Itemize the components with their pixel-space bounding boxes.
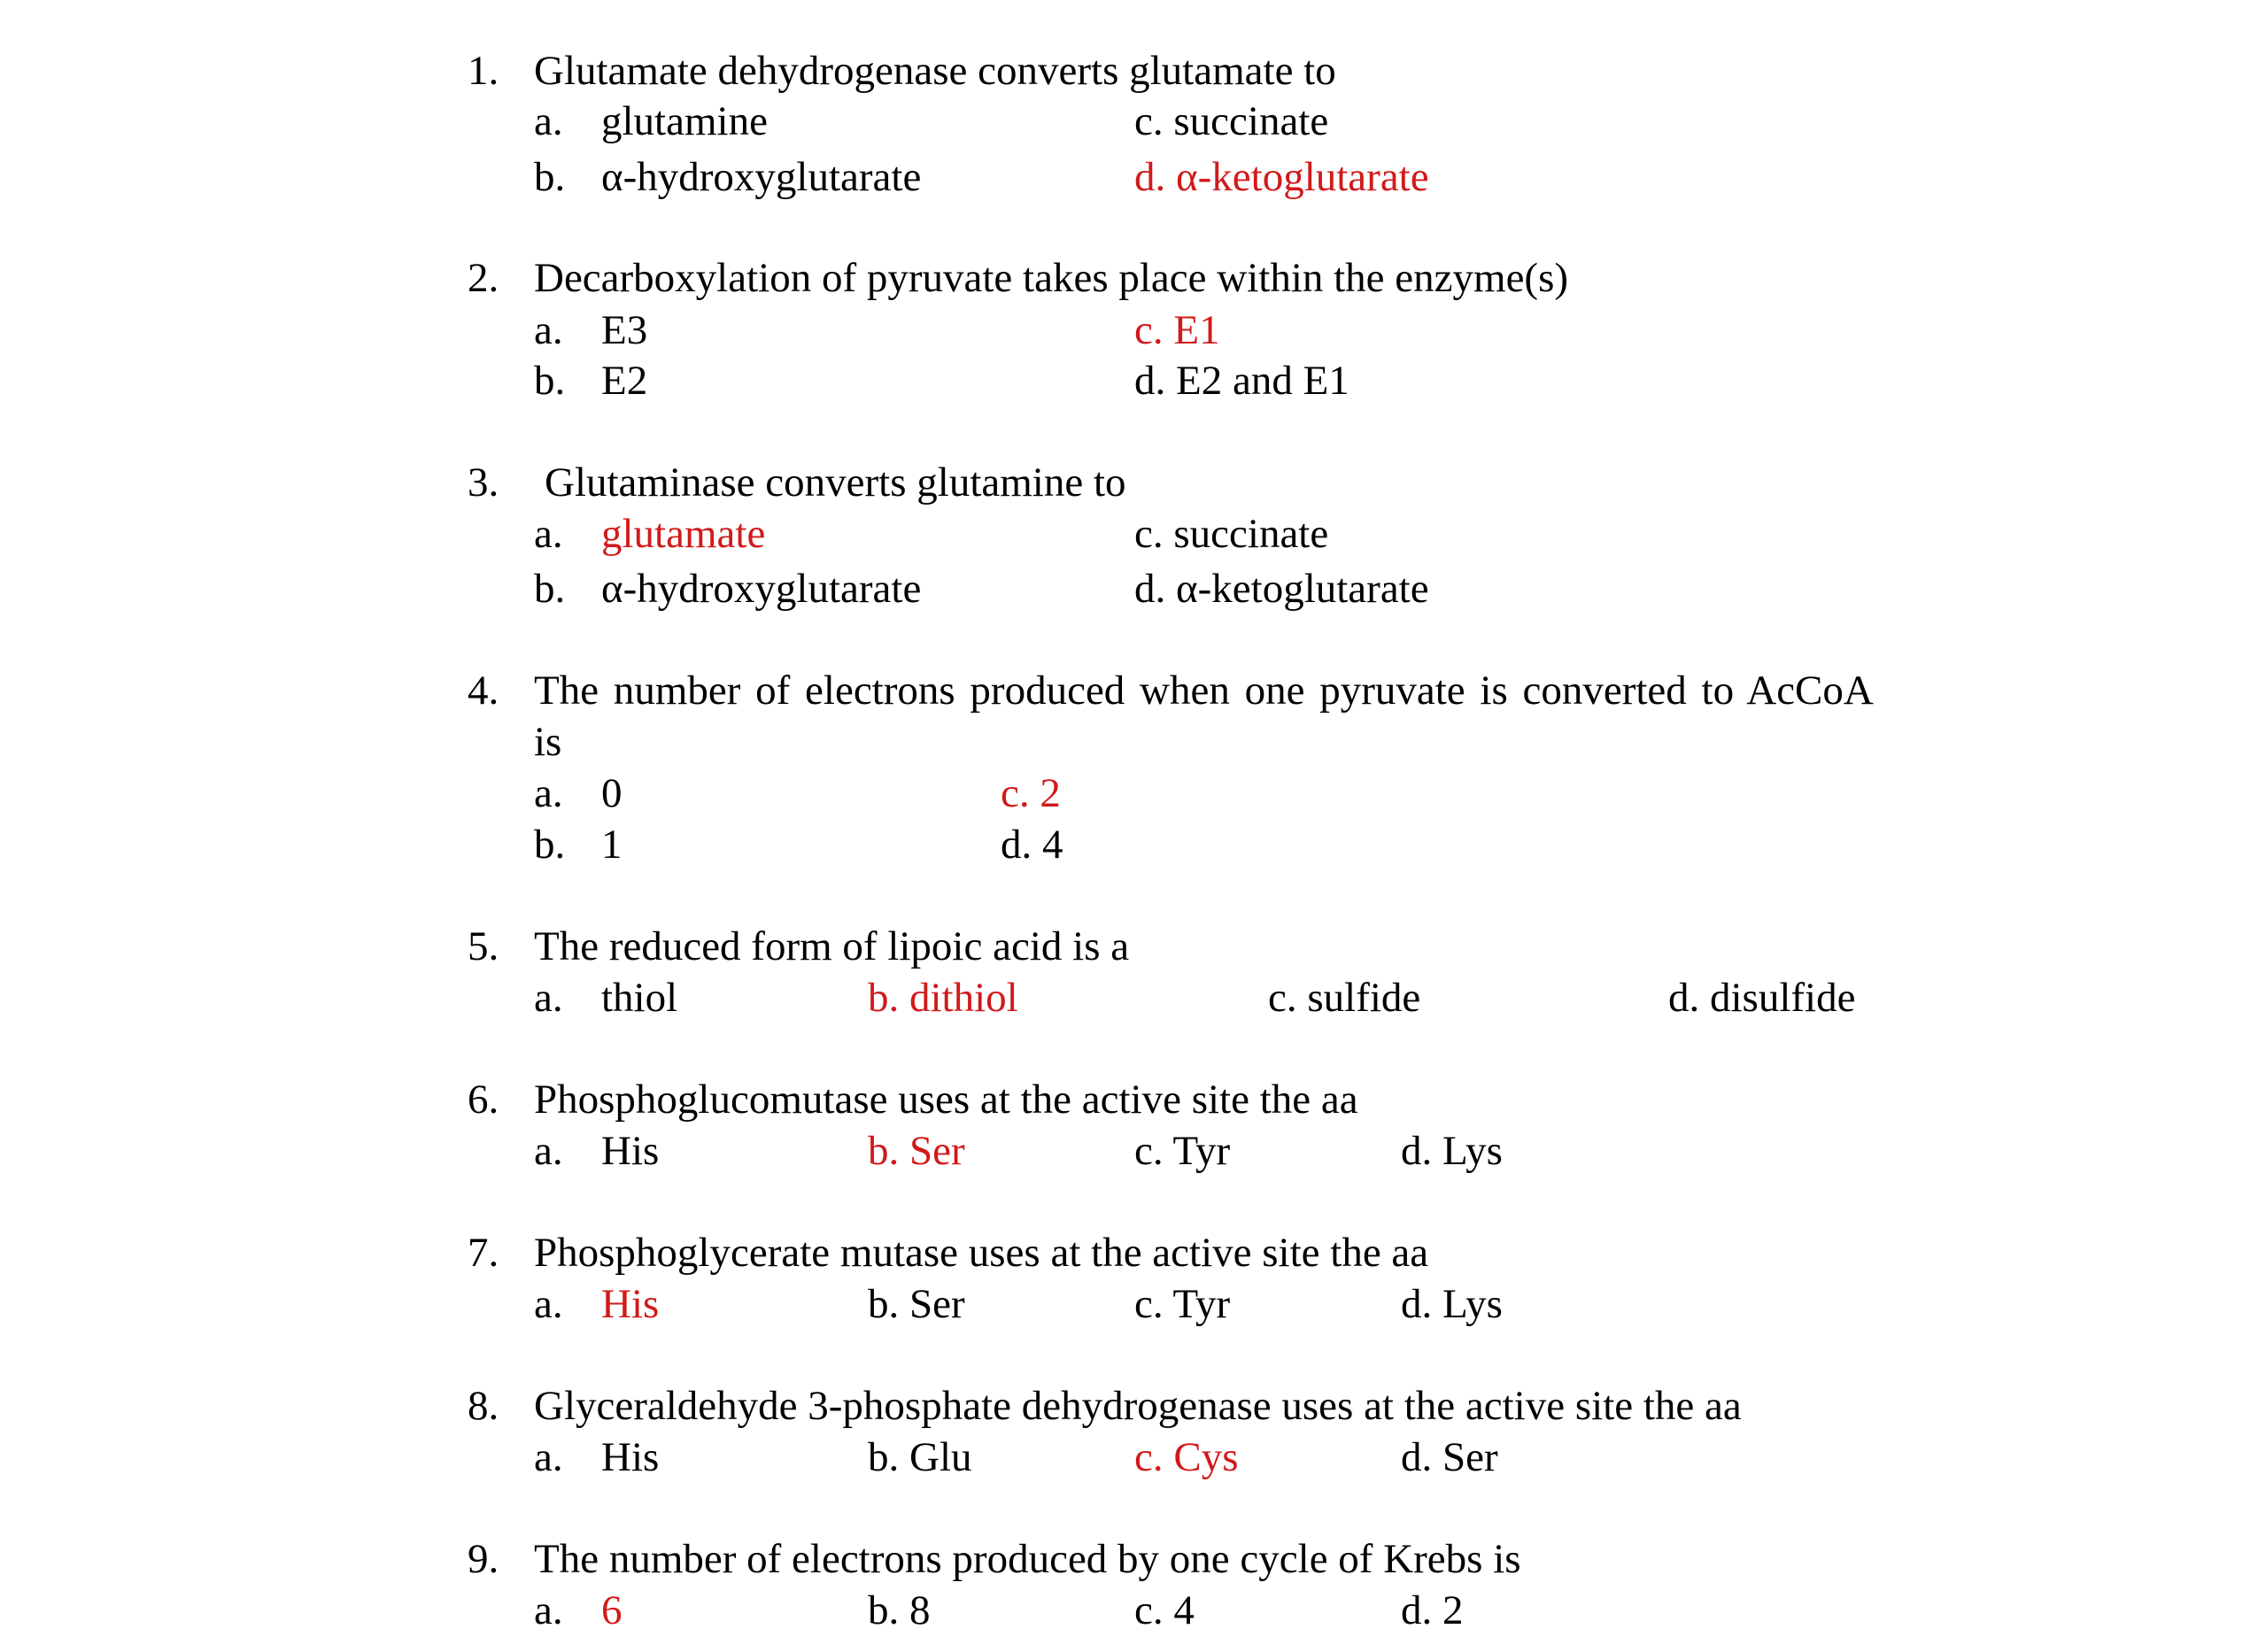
question-2-option-b-letter: b. xyxy=(534,358,566,404)
question-7-text: Phosphoglycerate mutase uses at the active site the aa xyxy=(534,1230,1429,1276)
question-7-option-a-letter: a. xyxy=(534,1281,563,1327)
question-4-option-c-correct: c. 2 xyxy=(1001,770,1061,816)
question-1-option-a-letter: a. xyxy=(534,98,563,144)
question-6-option-d: d. Lys xyxy=(1401,1128,1503,1174)
question-1-option-b-letter: b. xyxy=(534,154,566,200)
question-4-option-a: 0 xyxy=(601,770,622,816)
question-3-option-c: c. succinate xyxy=(1134,511,1329,557)
question-8-option-d: d. Ser xyxy=(1401,1434,1498,1480)
question-4-text-line-1: The number of electrons produced when one pyruvate is converted to AcCoA xyxy=(534,668,1874,714)
question-1-number: 1. xyxy=(468,48,499,94)
question-7-option-d: d. Lys xyxy=(1401,1281,1503,1327)
question-4-option-b: 1 xyxy=(601,822,622,868)
question-3-number: 3. xyxy=(468,459,499,506)
question-9-option-b: b. 8 xyxy=(868,1587,931,1633)
question-5-option-d: d. disulfide xyxy=(1668,975,1856,1021)
question-3-option-a-correct: glutamate xyxy=(601,511,766,557)
question-8-option-a: His xyxy=(601,1434,660,1480)
question-4-option-b-letter: b. xyxy=(534,822,566,868)
question-9-option-c: c. 4 xyxy=(1134,1587,1195,1633)
question-6-option-c: c. Tyr xyxy=(1134,1128,1231,1174)
question-9-option-a-correct: 6 xyxy=(601,1587,622,1633)
question-7-option-b: b. Ser xyxy=(868,1281,965,1327)
question-8-option-b: b. Glu xyxy=(868,1434,972,1480)
question-5-option-b-correct: b. dithiol xyxy=(868,975,1018,1021)
question-2-option-a: E3 xyxy=(601,307,648,353)
question-7-option-a-correct: His xyxy=(601,1281,660,1327)
question-6-option-b-correct: b. Ser xyxy=(868,1128,965,1174)
question-2-text: Decarboxylation of pyruvate takes place within the enzyme(s) xyxy=(534,255,1569,301)
question-8-option-c-correct: c. Cys xyxy=(1134,1434,1239,1480)
question-8-text: Glyceraldehyde 3-phosphate dehydrogenase uses at the active site the aa xyxy=(534,1383,1742,1429)
question-6-text: Phosphoglucomutase uses at the active site the aa xyxy=(534,1077,1358,1123)
question-2-number: 2. xyxy=(468,255,499,301)
question-2-option-d: d. E2 and E1 xyxy=(1134,358,1349,404)
question-4-option-d: d. 4 xyxy=(1001,822,1063,868)
question-2-option-c-correct: c. E1 xyxy=(1134,307,1220,353)
question-2-option-b: E2 xyxy=(601,358,648,404)
question-9-option-d: d. 2 xyxy=(1401,1587,1464,1633)
question-3-option-b-letter: b. xyxy=(534,566,566,612)
question-6-number: 6. xyxy=(468,1077,499,1123)
question-3-text: Glutaminase converts glutamine to xyxy=(545,459,1126,506)
question-5-text: The reduced form of lipoic acid is a xyxy=(534,923,1130,969)
question-7-number: 7. xyxy=(468,1230,499,1276)
question-1-option-d-correct: d. α-ketoglutarate xyxy=(1134,154,1429,200)
question-5-option-c: c. sulfide xyxy=(1268,975,1421,1021)
question-3-option-a-letter: a. xyxy=(534,511,563,557)
question-9-text: The number of electrons produced by one cycle of Krebs is xyxy=(534,1536,1521,1582)
question-7-option-c: c. Tyr xyxy=(1134,1281,1231,1327)
question-4-number: 4. xyxy=(468,668,499,714)
question-8-number: 8. xyxy=(468,1383,499,1429)
question-9-option-a-letter: a. xyxy=(534,1587,563,1633)
question-5-option-a-letter: a. xyxy=(534,975,563,1021)
question-4-option-a-letter: a. xyxy=(534,770,563,816)
question-1-option-b: α-hydroxyglutarate xyxy=(601,154,922,200)
question-6-option-a-letter: a. xyxy=(534,1128,563,1174)
question-3-option-d: d. α-ketoglutarate xyxy=(1134,566,1429,612)
question-2-option-a-letter: a. xyxy=(534,307,563,353)
question-4-text-line-2: is xyxy=(534,719,562,765)
question-8-option-a-letter: a. xyxy=(534,1434,563,1480)
question-1-text: Glutamate dehydrogenase converts glutamate to xyxy=(534,48,1336,94)
question-3-option-b: α-hydroxyglutarate xyxy=(601,566,922,612)
question-6-option-a: His xyxy=(601,1128,660,1174)
question-1-option-a: glutamine xyxy=(601,98,768,144)
question-1-option-c: c. succinate xyxy=(1134,98,1329,144)
question-5-option-a: thiol xyxy=(601,975,678,1021)
question-9-number: 9. xyxy=(468,1536,499,1582)
question-5-number: 5. xyxy=(468,923,499,969)
